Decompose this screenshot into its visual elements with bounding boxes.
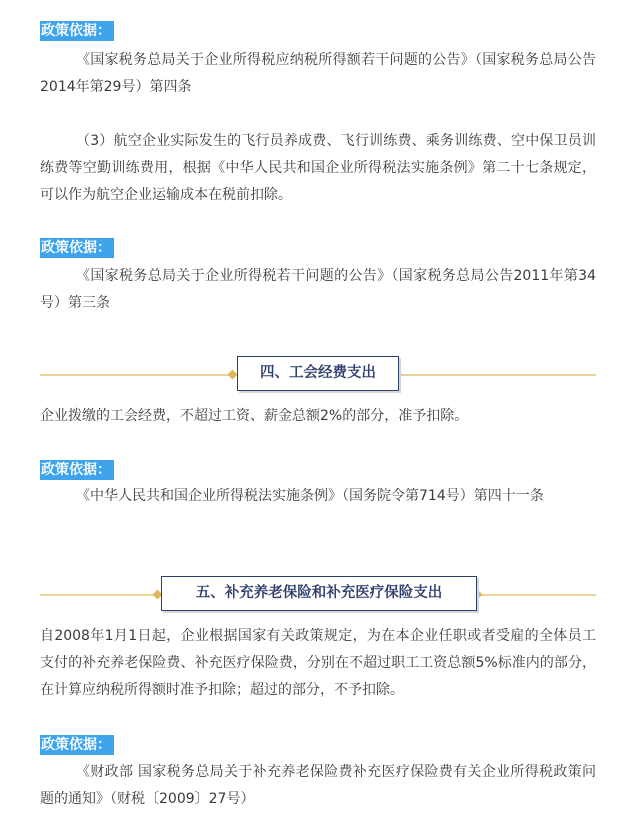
divider-line-left [40,374,236,376]
section-title-box [237,356,399,391]
divider-line-right [478,594,596,596]
policy-basis-label: 政策依据： [40,21,114,41]
section-title: 五、补充养老保险和补充医疗保险支出 [195,585,443,601]
policy-basis-citation: 《国家税务总局关于企业所得税若干问题的公告》（国家税务总局公告2011年第34号）第三条 [40,268,596,311]
divider-line-left [40,594,160,596]
policy-basis-label: 政策依据： [40,238,114,258]
policy-basis-label: 政策依据： [40,735,114,755]
policy-basis-citation: 《中华人民共和国企业所得税法实施条例》（国务院令第714号）第四十一条 [76,488,544,504]
paragraph-aviation-training [40,128,596,209]
policy-basis-text [40,759,596,813]
paragraph-supplementary-insurance [40,623,596,704]
policy-basis-text [40,483,596,510]
paragraph-union-fees [40,403,596,430]
policy-basis-text [40,47,596,101]
policy-basis-citation: 《财政部 国家税务总局关于补充养老保险费补充医疗保险费有关企业所得税政策问题的通知》（财税〔2009〕27号） [40,764,596,807]
paragraph-text: 自2008年1月1日起，企业根据国家有关政策规定，为在本企业任职或者受雇的全体员工支付的补充养老保险费、补充医疗保险费，分别在不超过职工工资总额5%标准内的部分，在计算应纳税所得额时准予扣除；超过的部分，不予扣除。 [40,628,596,698]
policy-basis-text [40,263,596,317]
divider-diamond-left [228,370,238,380]
section-title-box [161,576,477,611]
section-title: 四、工会经费支出 [260,365,376,381]
paragraph-text: （3）航空企业实际发生的飞行员养成费、飞行训练费、乘务训练费、空中保卫员训练费等空勤训练费用，根据《中华人民共和国企业所得税法实施条例》第二十七条规定，可以作为航空企业运输成本在税前扣除。 [40,133,596,203]
policy-basis-citation: 《国家税务总局关于企业所得税应纳税所得额若干问题的公告》（国家税务总局公告2014年第29号）第四条 [40,52,596,95]
divider-line-right [398,374,596,376]
paragraph-text: 企业拨缴的工会经费，不超过工资、薪金总额2%的部分，准予扣除。 [40,408,469,424]
policy-basis-label: 政策依据： [40,460,114,480]
